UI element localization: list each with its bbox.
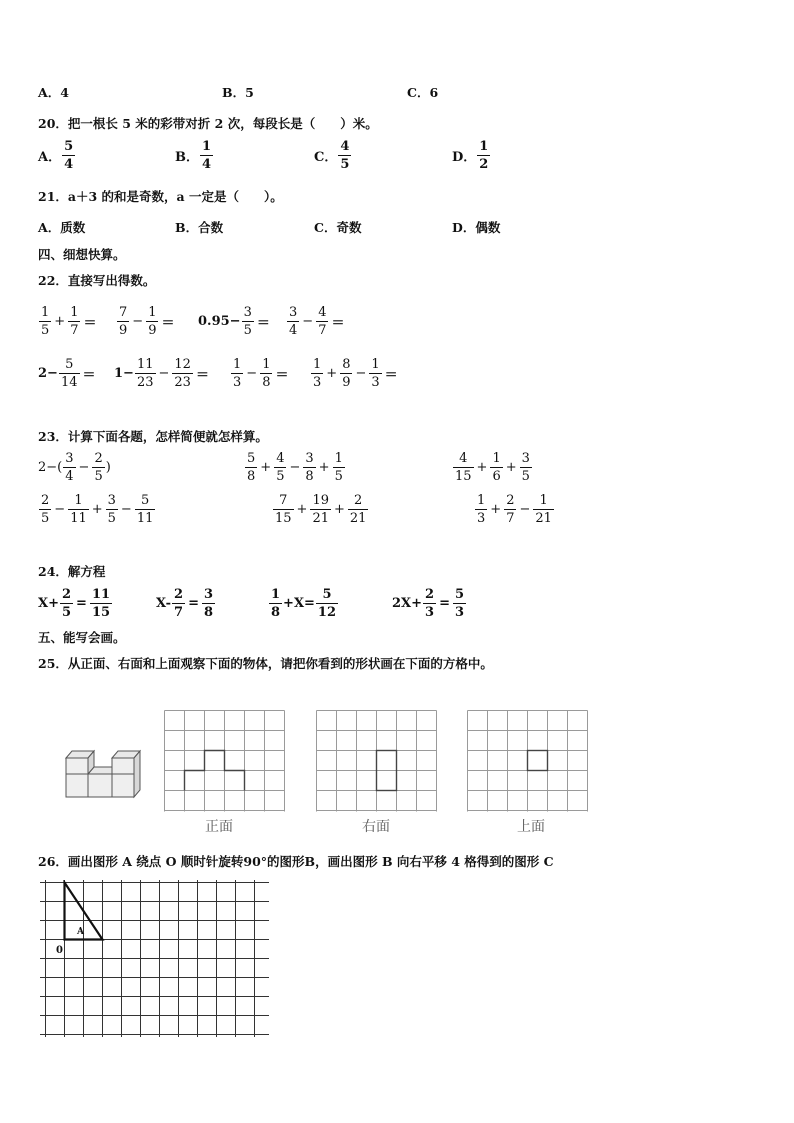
q20-option-a: A． 5 4 [38,139,74,172]
q21-option-a: A．质数 [38,220,86,235]
q26-stem: 26．画出图形 A 绕点 O 顺时针旋转90°的图形B，画出图形 B 向右平移 4 格得到的图形 C [38,854,554,869]
q22-item-6: 1− $\frac{11}{23}$ − $\frac{12}{23}$ ＝ [114,357,209,390]
front-view-caption: 正面 [205,819,233,835]
q24-equation-1: X+ $\frac{2}{5}$ = $\frac{11}{15}$ [38,587,111,620]
q20-option-d: D． 1 2 [452,139,489,172]
q20-option-c: C． 4 5 [314,139,350,172]
q19-option-b: B．5 [222,85,254,100]
q19-option-a: A．4 [38,85,69,100]
q24-stem: 24．解方程 [38,564,106,579]
q20-stem: 20．把一根长 5 米的彩带对折 2 次，每段长是（ ）米。 [38,116,378,131]
q22-item-5: 2− $\frac{5}{14}$ ＝ [38,357,96,390]
section-4-heading: 四、细想快算。 [38,247,126,262]
section-5-heading: 五、能写会画。 [38,630,126,645]
q23-expr-5: 7 15 + $\frac{19}{21}$ + $\frac{2}{21}$ [275,493,367,526]
q23-expr-4: 2 5 − $\frac{1}{11}$ + $\frac{3}{5}$ − $\frac{5}{11}$ [41,493,154,526]
q21-option-c: C．奇数 [314,220,362,235]
q22-item-8: 1 3 + $\frac{8}{9}$ − $\frac{1}{3}$ ＝ [313,357,398,390]
right-view-caption: 右面 [362,819,390,835]
q23-expr-3: 4 15 + $\frac{1}{6}$ + $\frac{3}{5}$ [455,451,530,484]
q22-stem: 22．直接写出得数。 [38,273,156,288]
q19-option-c: C．6 [407,85,439,100]
top-view-grid[interactable] [467,710,591,812]
q22-item-7: 1 3 − $\frac{1}{8}$ ＝ [233,357,289,390]
right-view-grid[interactable] [316,710,440,812]
point-o-label: 0 [56,945,63,956]
q25-stem: 25．从正面、右面和上面观察下面的物体，请把你看到的形状画在下面的方格中。 [38,656,493,671]
top-view-caption: 上面 [517,819,545,835]
q23-expr-2: 5 8 + $\frac{4}{5}$ − $\frac{3}{8}$ + $\frac{1}{5}$ [247,451,343,484]
q21-option-b: B．合数 [175,220,224,235]
q23-expr-1: 2−( 3 4 − $\frac{2}{5}$ ) [38,451,111,484]
q22-item-1: 1 5 + $\frac{1}{7}$ ＝ [41,305,97,338]
q20-option-b: B． 1 4 [175,139,212,172]
q23-expr-6: 1 3 + $\frac{2}{7}$ − $\frac{1}{21}$ [477,493,552,526]
rotation-grid[interactable] [40,880,270,1038]
front-view-grid[interactable] [164,710,288,812]
q21-option-d: D．偶数 [452,220,501,235]
q21-stem: 21．a＋3 的和是奇数，a 一定是（ ）。 [38,189,283,204]
q23-stem: 23．计算下面各题，怎样简便就怎样算。 [38,429,268,444]
shape-a-label: A [77,927,84,937]
q24-equation-3: 1 8 +X= $\frac{5}{12}$ [271,587,337,620]
cube-object [62,744,148,802]
q24-equation-4: 2X+ $\frac{2}{3}$ = $\frac{5}{3}$ [392,587,465,620]
q22-item-4: 3 4 − $\frac{4}{7}$ ＝ [289,305,345,338]
q22-item-2: 7 9 − $\frac{1}{9}$ ＝ [119,305,175,338]
q22-item-3: 0.95− $\frac{3}{5}$ ＝ [198,305,270,338]
q24-equation-2: X- $\frac{2}{7}$ = $\frac{3}{8}$ [156,587,214,620]
